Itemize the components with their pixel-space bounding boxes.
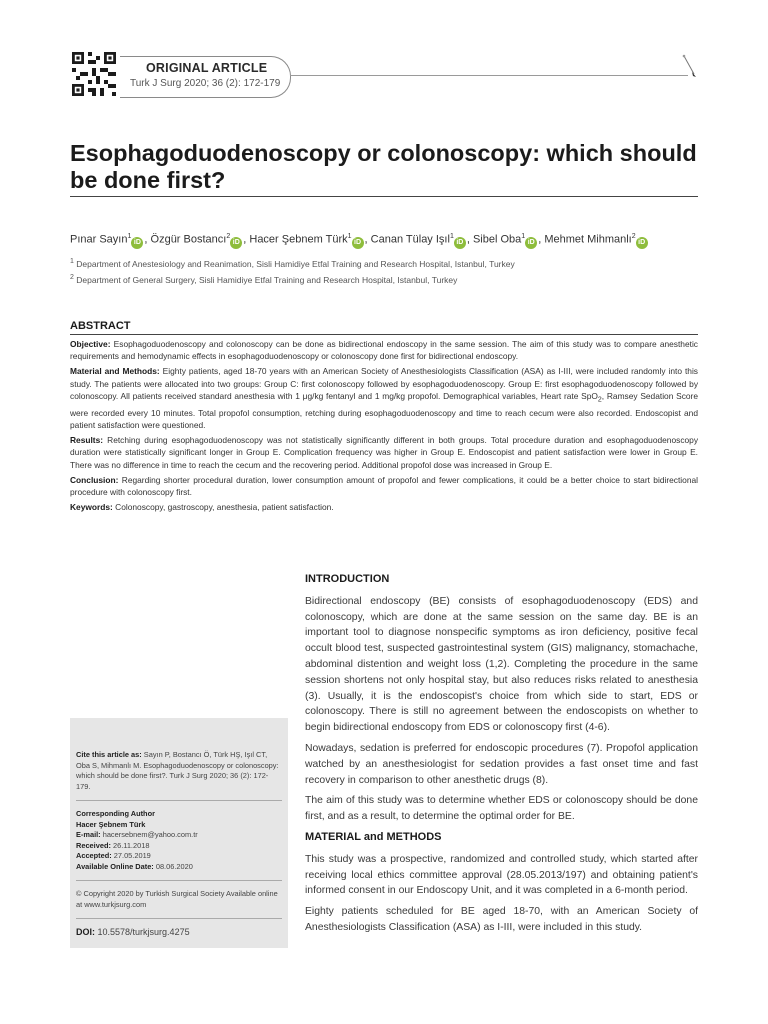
author-name: Pınar Sayın [70, 233, 128, 246]
orcid-icon[interactable]: iD [131, 237, 143, 249]
journal-citation: Turk J Surg 2020; 36 (2): 172-179 [130, 78, 281, 89]
corresponding-label: Corresponding Author [76, 809, 155, 818]
author-affiliation-mark: 1 [127, 233, 132, 240]
corresponding-name: Hacer Şebnem Türk [76, 819, 146, 829]
author-list: Pınar Sayın$^1$iD , Özgür Bostancı$^2$iD , Hacer Şebnem Türk$^1$iD , Canan Tülay Işıl$^1$iD , Sibel Oba$^1$iD , Mehmet Mihmanlı$^2$iD [70, 233, 700, 249]
section-label: Results: [70, 435, 104, 446]
affiliation-text: Department of General Surgery, Sisli Hamidiye Etfal Training and Research Hospital, Istanbul, Turkey [76, 274, 458, 285]
section-text: , Ramsey Sedation Score were recorded every 10 minutes. Total propofol consumption, retching during esophagoduodenoscopy and time to reach cecum were also recorded. Endoscopist and patient satisfaction were questioned. [70, 390, 698, 430]
abstract-objective [70, 338, 698, 362]
received-date: 26.11.2018 [112, 840, 150, 850]
paragraph: The aim of this study was to determine whether EDS or colonoscopy should be done first, and as a result, to determine the optimal order for BE. [305, 795, 698, 823]
abstract-divider [70, 334, 698, 335]
section-text: Esophagoduodenoscopy and colonoscopy can be done as bidirectional endoscopy in the same session. The aim of this study was to compare anesthetic requirements and hemodynamic effects in esophagoduodenoscopy or colonoscopy done first for bidirectional endoscopy. [70, 339, 698, 362]
section-text: Regarding shorter procedural duration, lower consumption amount of propofol and fewer complications, it could be a better choice to start bidirectional procedure with colonoscopy first. [70, 474, 698, 497]
doi-link[interactable]: 10.5578/turkjsurg.4275 [97, 927, 190, 937]
orcid-icon[interactable]: iD [230, 237, 242, 249]
orcid-icon[interactable]: iD [352, 237, 364, 249]
pen-logo-icon [680, 52, 698, 80]
sidebox-content [76, 750, 282, 938]
author-affiliation-mark: 1 [347, 233, 352, 240]
received-label: Received: [76, 840, 111, 850]
abstract-methods [70, 365, 698, 431]
author-name: Sibel Oba [472, 233, 522, 246]
abstract-results [70, 434, 698, 471]
qr-code-icon [72, 52, 116, 96]
orcid-icon[interactable]: iD [636, 237, 648, 249]
section-label: Objective: [70, 339, 111, 349]
section-label: Material and Methods: [70, 366, 160, 377]
author-name: Özgür Bostancı [150, 233, 227, 246]
accepted-date: 27.05.2019 [113, 851, 151, 860]
email-label: E-mail: [76, 830, 101, 839]
section-text: Retching during esophagoduodenoscopy was not statistically significantly different in both groups. Total procedure duration and esophagoduodenoscopy duration were statistically significant longer in Group E. Complication frequency was higher in Group E. Endoscopist and patient satisfaction were lower in Group E. There was no difference in time to reach the cecum and the recovering period. Additional propofol dose was increased in Group E. [70, 435, 699, 470]
affiliation-text: Department of Anestesiology and Reanimation, Sisli Hamidiye Etfal Training and Research Hospital, Istanbul, Turkey [76, 258, 515, 269]
cite-label: Cite this article as: [76, 750, 142, 759]
affiliation-number: 2 [70, 274, 74, 281]
section-text: Eighty patients, aged 18-70 years with an American Society of Anesthesiologists Classification (ASA) as I-III, were included randomly into this study. The patients were allocated into two groups: Group C: first colonoscopy followed by esophagoduodenoscopy. Group E: first esophagoduodenoscopy followed by colonoscopy. All patients received standard anesthesia with 1 μg/kg fentanyl and 1 mg/kg propofol. Demographical variables, Heart rate SpO [70, 366, 698, 401]
doi-label: DOI: [76, 927, 95, 937]
orcid-icon[interactable]: iD [454, 237, 466, 249]
email-link[interactable]: hacersebnem@yahoo.com.tr [102, 830, 198, 839]
section-label: Keywords: [70, 502, 113, 513]
author-name: Hacer Şebnem Türk [249, 233, 348, 246]
author-name: Mehmet Mihmanlı [544, 233, 632, 246]
header-divider [290, 75, 688, 76]
accepted-label: Accepted: [76, 851, 112, 860]
subscript: 2 [597, 396, 602, 404]
online-label: Available Online Date: [76, 861, 154, 871]
cite-as [76, 750, 282, 792]
paragraph: This study was a prospective, randomized and controlled study, which started after receiving local ethics committee approval (28.05.2013/197) and obtaining patient's informed consent in our Endoscopy Unit, and it was completed in a 6-month period. [305, 853, 698, 897]
section-text: Colonoscopy, gastroscopy, anesthesia, patient satisfaction. [115, 502, 334, 513]
section-heading: MATERIAL and METHODS [305, 830, 442, 843]
author-name: Canan Tülay Işıl [370, 233, 450, 246]
section-heading: INTRODUCTION [305, 573, 390, 585]
affiliation [70, 274, 700, 285]
affiliation-number: 1 [70, 258, 74, 265]
paragraph: Eighty patients scheduled for BE aged 18-70, with an American Society of Anesthesiologists Classification (ASA) as I-III, were included in this study. [305, 906, 698, 933]
sidebox-divider [76, 880, 282, 881]
affiliation [70, 258, 700, 269]
abstract-heading: ABSTRACT [70, 320, 131, 332]
copyright: © Copyright 2020 by Turkish Surgical Society Available online at www.turkjsurg.com [76, 889, 278, 909]
sidebox-divider [76, 800, 282, 801]
sidebox-divider [76, 918, 282, 919]
paragraph: Bidirectional endoscopy (BE) consists of esophagoduodenoscopy (EDS) and colonoscopy, which are done at the same session on the same day. BE is an important tool to diagnose nonspecific symptoms as iron deficiency, positive fecal occult blood test, suspected gastrointestinal system (GIS) malignancy, stomachache, abdominal distention and weight loss (1,2). Completing the procedure in the same session shortens not only hospital stay, but also reduces risks related to anesthesia (3). Usually, it is the endoscopist's choice from which side to start, EDS or colonoscopy. There is still no agreement between the endoscopists on whether to begin bidirectional endoscopy from EDS or colonoscopy first (4-6). [305, 595, 698, 734]
cite-text: Sayın P, Bostancı Ö, Türk HŞ, Işıl CT, Oba S, Mihmanlı M. Esophagoduodenoscopy or colonoscopy: which should be done first?. Turk J Surg 2020; 36 (2): 172-179. [76, 750, 279, 791]
abstract-body [70, 338, 698, 516]
main-body [305, 572, 698, 941]
article-type: ORIGINAL ARTICLE [146, 61, 268, 75]
online-date: 08.06.2020 [155, 861, 193, 871]
orcid-icon[interactable]: iD [525, 237, 537, 249]
author-affiliation-mark: 2 [226, 233, 231, 240]
author-affiliation-mark: 1 [449, 233, 454, 240]
abstract-keywords [70, 501, 698, 513]
section-label: Conclusion: [70, 474, 119, 485]
article-title: Esophagoduodenoscopy or colonoscopy: which should be done first? [70, 140, 697, 193]
title-divider [70, 196, 698, 197]
abstract-conclusion [70, 474, 698, 498]
paragraph: Nowadays, sedation is preferred for endoscopic procedures (7). Propofol application watched by an anesthesiologist for sedation provides a fast onset time and fast recovery in comparison to other anesthetic drugs (8). [305, 742, 698, 786]
author-affiliation-mark: 1 [521, 233, 526, 240]
author-affiliation-mark: 2 [631, 233, 636, 240]
